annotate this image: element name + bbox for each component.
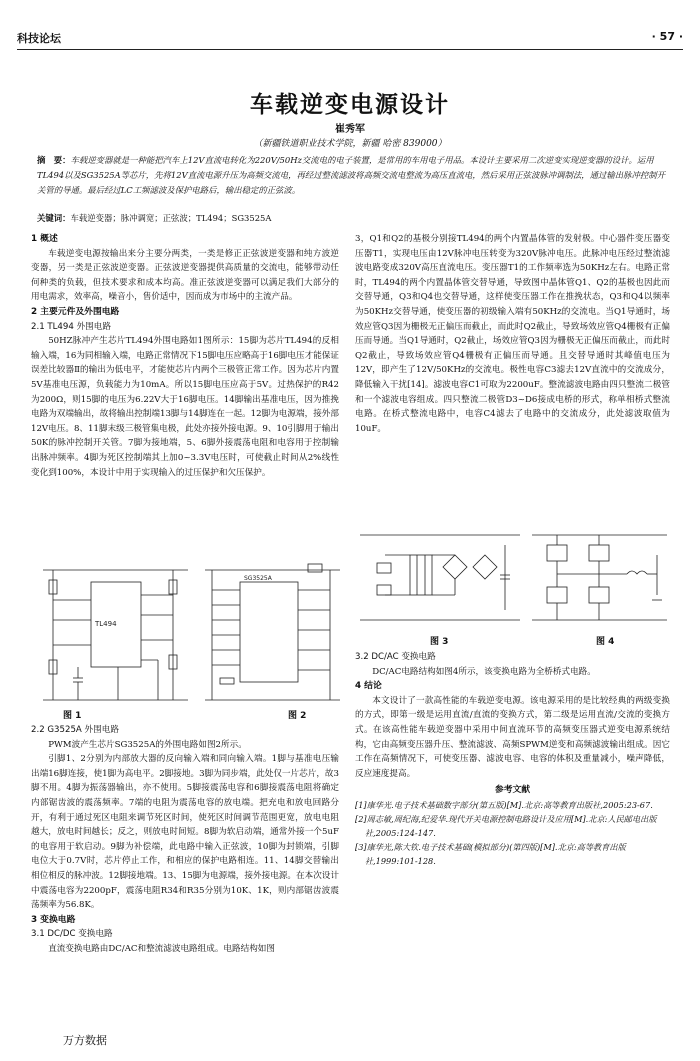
abstract-text: 车载逆变器就是一种能把汽车上12V直流电转化为220V/50Hz交流电的电子装置，是常用的车用电子用品。本设计主要采用二次逆变实现逆变器的设计。运用TL494以及SG3525A等芯片，先将12V直流电源升压为高频交流电，再经过整流滤波将高频交流电整流为高压直流电，然后采用正弦波脉冲调制法，通过输出脉冲控制开关管的导通。最后经过LC工频滤波及保护电路后，输出稳定的正弦波。 xyxy=(37,155,665,195)
keywords-text: 车载逆变器；脉冲调宽；正弦波；TL494；SG3525A xyxy=(70,213,272,223)
keywords-label: 关键词： xyxy=(37,213,71,223)
fig1-chip-label: TL494 xyxy=(95,620,117,628)
section-3-heading: 3 变换电路 xyxy=(31,914,76,925)
reference-item: [1]康华光.电子技术基础数字部分(第五版)[M].北京:高等教育出版社,2005:23-67. xyxy=(355,799,653,810)
reference-item: [3]康华光,陈大钦.电子技术基础(模拟部分)(第四版)[M].北京:高等教育出版社,1999:101-128. xyxy=(355,841,626,866)
keywords xyxy=(37,212,665,224)
section-2-1-heading: 2.1 TL494 外围电路 xyxy=(31,321,111,332)
figure-3-caption: 图 3 xyxy=(430,637,449,647)
section-4-heading: 4 结论 xyxy=(355,681,382,692)
abstract xyxy=(37,153,665,198)
references-list xyxy=(355,798,670,868)
figure-3-circuit xyxy=(355,525,525,630)
fig2-chip-label: SG3525A xyxy=(244,575,272,582)
paragraph-conclusion: 本文设计了一款高性能的车载逆变电源。该电源采用的是比较经典的两级变换的方式，即第一级是运用直流/直流的变换方式，第二级是运用直流/交流的变换方式。在该高性能车载逆变器中采用中间直流环节的高频变压器式逆变电源系统结构，它由高频变压器升压、整流滤波、高频SPWM逆变和高频滤波输出组成。因它工作在高频情况下，可使变压器、滤波电容、电容的体积及重量减小，噪声降低，反应速度提高。 xyxy=(355,695,670,779)
left-column-lower xyxy=(31,723,339,957)
figure-4-caption: 图 4 xyxy=(596,637,615,647)
reference-item: [2]周志敏,周纪海,纪爱华.现代开关电源控制电路设计及应用[M].北京:人民邮电出版社,2005:124-147. xyxy=(355,813,657,838)
figure-4-circuit xyxy=(527,525,672,630)
page-number: · 57 · xyxy=(651,30,683,43)
section-3-1-heading: 3.1 DC/DC 变换电路 xyxy=(31,929,113,940)
paper-title: 车载逆变电源设计 xyxy=(250,92,450,118)
paragraph-dcdc-continued: 3，Q1和Q2的基极分别接TL494的两个内置晶体管的发射极。中心器件变压器变压器T1，实现电压由12V脉冲电压转变为320V脉冲电压。此脉冲电压经过整流滤波电路变成320V高压直流电压。变压器T1的工作频率选为50KHz左右。电路正常时，TL494的两个内置晶体管交替导通，导致图中晶体管Q1、Q2的基极也因此而交替导通，Q3和Q4也交替导通，这样使变压器工作在推挽状态，Q3和Q4以频率为50KHz交替导通，使变压器的初级输入端有50KHz的交流电。当Q1导通时，场效应管Q3因为栅极无正偏压而截止，而此时Q2截止，导致场效应管Q4栅极有正偏压而导通。当Q1导通时，Q2截止，场效应管Q3因为栅极无正偏压而截止，而此时Q2截止，导致场效应管Q4栅极有正偏压而导通。且交替导通时其峰值电压为12V，即产生了12V/50KHz的交流电。极性电容C3滤去12V直流中的交流成分，降低输入干扰[14]。滤波电容C1可取为2200uF。整流滤波电路由四只整流二极管和一个滤波电容组成。四只整流二极管D3~D6接成电桥的形式，称单相桥式整流电路。在桥式整流电路中，电容C4滤去了电路中的交流成分，此处滤波取值为10uF。 xyxy=(355,234,670,434)
right-column-lower xyxy=(355,650,670,868)
footer-watermark: 万方数据 xyxy=(63,1034,107,1047)
section-3-2-heading: 3.2 DC/AC 变换电路 xyxy=(355,652,436,662)
references-heading: 参考文献 xyxy=(494,785,531,796)
figure-2-circuit xyxy=(200,560,345,710)
figure-1-circuit xyxy=(33,560,198,710)
paragraph-dcdc: 直流变换电路由DC/AC和整流滤波电路组成。电路结构如图 xyxy=(48,943,275,954)
paragraph-sg3525-intro: PWM波产生芯片SG3525A的外围电路如图2所示。 xyxy=(48,739,247,750)
figure-2-caption: 图 2 xyxy=(288,711,307,721)
running-header xyxy=(17,30,683,48)
section-2-heading: 2 主要元件及外围电路 xyxy=(31,306,120,317)
left-column-upper xyxy=(31,232,339,480)
paragraph-overview: 车载逆变电源按输出来分主要分两类，一类是修正正弦波逆变器和纯方波逆变器，另一类是正弦波逆变器。正弦波逆变器提供高质量的交流电，能够带动任何种类的负载，但技术要求和成本均高。准正弦波逆变器可以满足我们大部分的用电需求，效率高，噪音小，售价适中，因而成为市场中的主流产品。 xyxy=(31,248,339,303)
header-rule xyxy=(17,49,683,50)
section-1-heading: 1 概述 xyxy=(31,234,58,244)
paragraph-tl494: 50HZ脉冲产生芯片TL494外围电路如1图所示：15脚为芯片TL494的反相输入端，16为同相输入端，电路正常情况下15脚电压应略高于16脚电压才能保证误差比较器Ⅱ的输出为低电平，才能使芯片内两个三极管正常工作。因为芯片内置5V基准电压源，负载能力为10mA。所以15脚电压应高于5V。过热保护的R42为200Ω，则15脚的电压为6.22V大于16脚电压。14脚输出基准电压，因为推挽电路为双端输出，故将输出控制端13脚与14脚连在一起。12脚为电源端，接外部12V电压。8、11脚末级三极管集电极，此处亦接外接电源。9、10引脚用于输出50K的脉冲控制开关管。7脚为接地端，5、6脚外接震荡电阻和电容用于控制输出脉冲频率。4脚为死区控制端其上加0~3.3V电压时，可使截止时间从2%线性变化到100%，本设计中用于实现输入的过压保护和欠压保护。 xyxy=(31,336,339,478)
affiliation: （新疆铁道职业技术学院，新疆 哈密 839000） xyxy=(253,139,447,149)
paragraph-dcac: DC/AC电路结构如图4所示，该变换电路为全桥桥式电路。 xyxy=(372,666,596,677)
journal-name: 科技论坛 xyxy=(17,32,61,45)
abstract-label: 摘 要： xyxy=(37,155,71,165)
figure-1-caption: 图 1 xyxy=(63,711,82,721)
author: 崔秀军 xyxy=(335,124,365,135)
paragraph-sg3525: 引脚1、2分别为内部放大器的反向输入端和同向输入端。1脚与基准电压输出端16脚连接，使1脚为高电平。2脚接地。3脚为同步端，此处仅一片芯片，故3脚不用。4脚为振荡器输出，亦不使用。5脚接震荡电容和6脚接震荡电阻将确定内部锯齿波的震荡频率。7端的电阻为震荡电容的放电端。把充电和放电回路分开，有利于通过死区电阻来调节死区时间，使死区时间调节范围更宽，放电电阻越大，放电时间越长；反之，则放电时间短。8脚为软启动端，通常外接一个5uF的电容用于软启动。9脚为补偿端，此电路中输入正弦波，10脚为封锁端，引脚电位大于0.7V时，芯片停止工作，和相应的保护电路相连。11、14脚交替输出相位相反的脉冲波。12脚接地端。13、15脚为电源端，接外接电源。在本次设计中震荡电容为2200pF，震荡电阻R34和R35分别为10K、1K，则内部锯齿波震荡频率为56.8K。 xyxy=(31,754,339,911)
right-column-upper xyxy=(355,232,670,436)
section-2-2-heading: 2.2 G3525A 外围电路 xyxy=(31,725,119,735)
